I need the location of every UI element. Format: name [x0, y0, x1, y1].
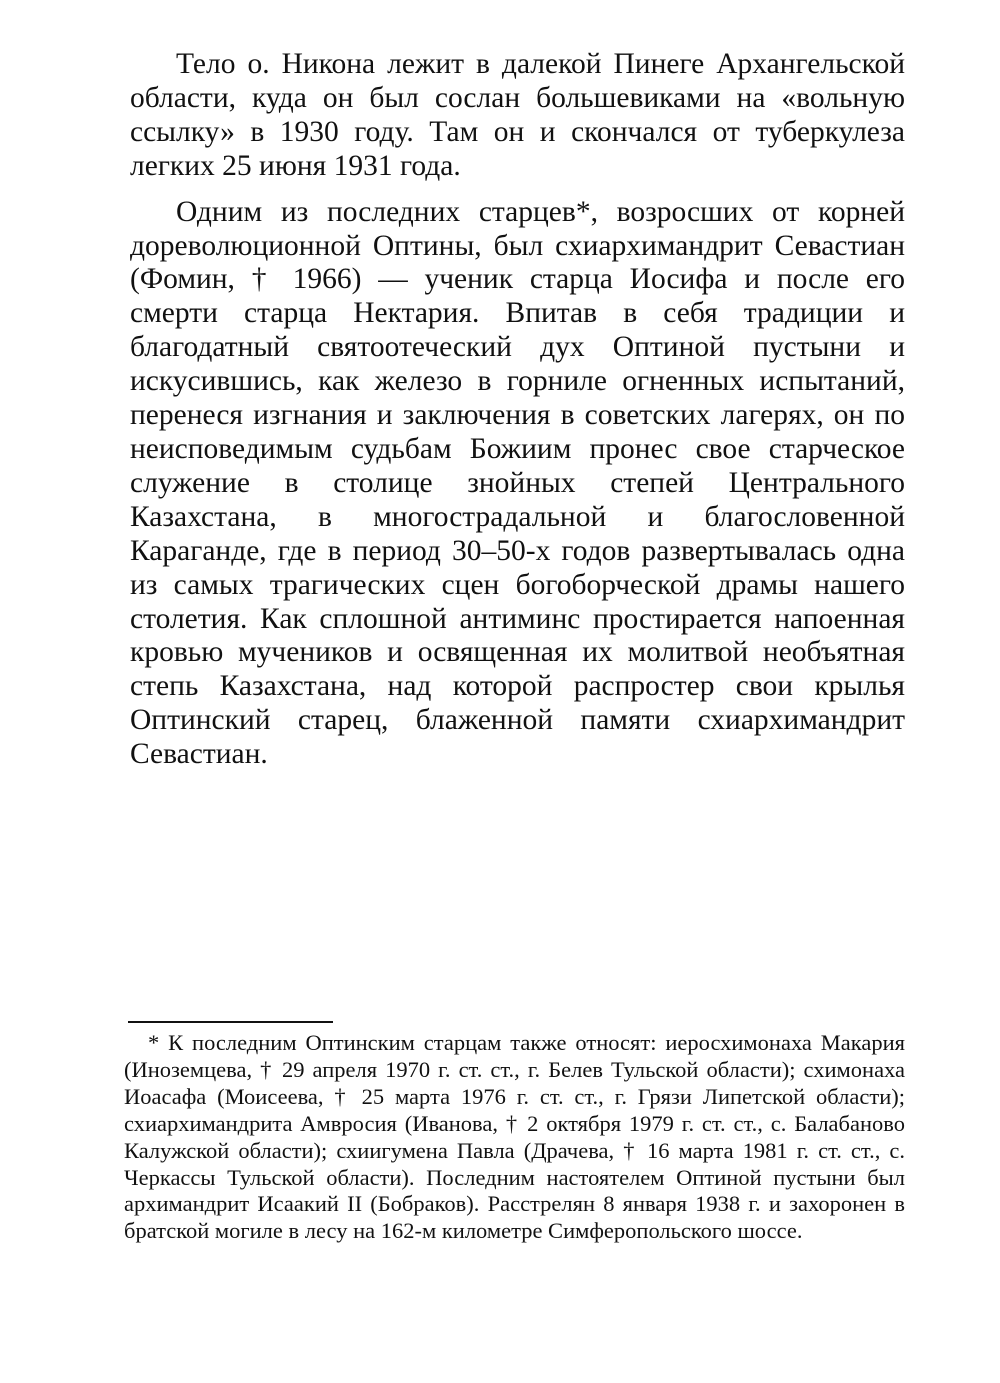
footnote: * К последним Оптинским старцам также относят: иеросхимонаха Макария (Иноземцева, † 29 апреля 1970 г. ст. ст., г. Белев Тульской области); схимонаха Иоасафа (Моисеева, † 25 марта 1976 г. ст. ст., г. Грязи Липетской области); схиархимандрита Амвросия (Иванова, † 2 октября 1979 г. ст. ст., с. Балабаново Калужской области); схиигумена Павла (Драчева, † 16 марта 1981 г. ст. ст., с. Черкассы Тульской области). Последним настоятелем Оптиной пустыни был архимандрит Исаакий II (Бобраков). Расстрелян 8 января 1938 г. и захоронен в братской могиле в лесу на 162-м километре Симферопольского шоссе.: [124, 1030, 905, 1244]
paragraph-1: Тело о. Никона лежит в далекой Пинеге Архангельской области, куда он был сослан большевиками на «вольную ссылку» в 1930 году. Там он и скончался от туберкулеза легких 25 июня 1931 года.: [130, 48, 905, 182]
main-text-block: [130, 48, 905, 772]
paragraph-2: Одним из последних старцев*, возросших от корней дореволюционной Оптины, был схиархимандрит Севастиан (Фомин, † 1966) — ученик старца Иосифа и после его смерти старца Нектария. Впитав в себя традиции и благодатный святоотеческий дух Оптиной пустыни и искусившись, как железо в горниле огненных испытаний, перенеся изгнания и заключения в советских лагерях, он по неисповедимым судьбам Божиим пронес свое старческое служение в столице знойных степей Центрального Казахстана, в многострадальной и благословенной Караганде, где в период 30–50-х годов развертывалась одна из самых трагических сцен богоборческой драмы нашего столетия. Как сплошной антиминс простирается напоенная кровью мучеников и освященная их молитвой необъятная степь Казахстана, над которой распростер свои крылья Оптинский старец, блаженной памяти схиархимандрит Севастиан.: [130, 195, 905, 771]
footnote-separator: [128, 1021, 333, 1023]
